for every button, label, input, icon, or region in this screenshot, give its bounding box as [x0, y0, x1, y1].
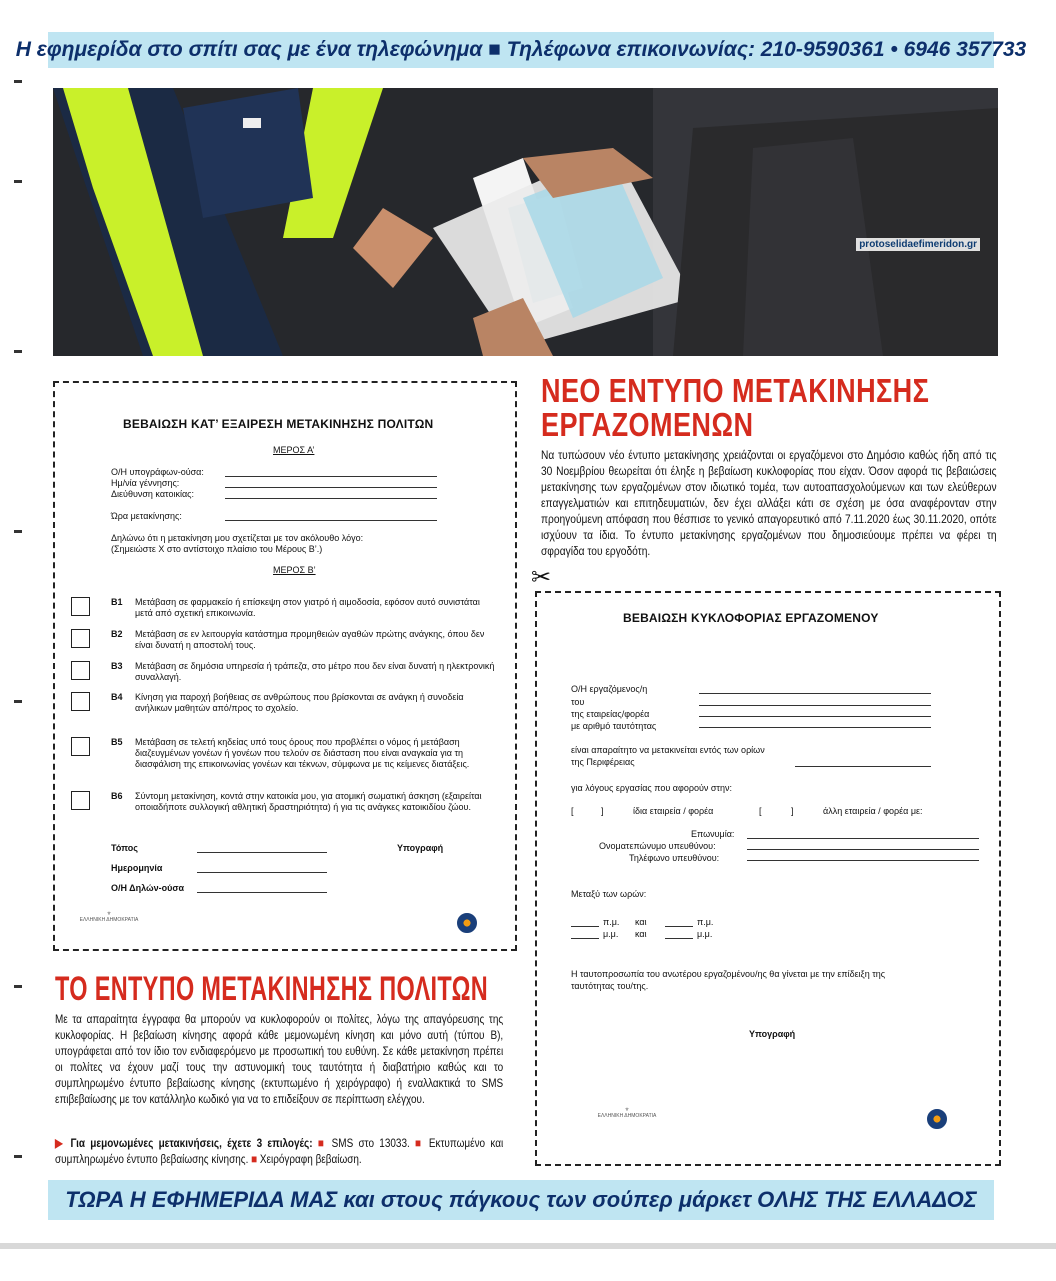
identity-note-2: ταυτότητας του/της. — [571, 981, 649, 991]
option-b6-text: Σύντομη μετακίνηση, κοντά στην κατοικία μου, για ατομική σωματική άσκηση (εξαιρείται οποιαδήποτε συλλογική αθλητική δραστηριότητα) ή για τις ανάγκες κατοικιδίου ζώου. — [135, 791, 482, 812]
same-company-bracket-close[interactable]: ] — [601, 806, 604, 816]
employee-line-4[interactable] — [699, 727, 931, 728]
worker-signature-label: Υπογραφή — [749, 1029, 796, 1039]
option-b5-text: Μετάβαση σε τελετή κηδείας υπό τους όρους που προβλέπει ο νόμος ή μετάβαση διαζευγμένων γονέων ή γονέων που τελούν σε διάσταση που είναι αναγκαία για τη διασφάλιση της επικοινωνίας γονέων και τέκνων, σύμφωνα με τις κείμενες διατάξεις. — [135, 737, 470, 769]
ministry-logo: ⚜ ΕΛΛΗΝΙΚΗ ΔΗΜΟΚΡΑΤΙΑ — [79, 911, 139, 923]
reasons-text: για λόγους εργασίας που αφορούν στην: — [571, 783, 732, 793]
option-b1-code: B1 — [111, 597, 123, 607]
option-handwritten: Χειρόγραφη βεβαίωση. — [259, 1152, 362, 1166]
employee-label-2: του — [571, 697, 585, 707]
edge-mark — [14, 985, 22, 988]
part-a-label: ΜΕΡΟΣ Α’ — [273, 445, 315, 455]
field-time-line[interactable] — [225, 520, 437, 521]
company-name-label: Επωνυμία: — [691, 829, 735, 839]
hour-and-2: και — [635, 929, 647, 939]
top-banner: Η εφημερίδα στο σπίτι σας με ένα τηλεφώνημα ■ Τηλέφωνα επικοινωνίας: 210-9590361 • 6946 357733 — [48, 32, 994, 68]
option-b4-text: Κίνηση για παροχή βοήθειας σε ανθρώπους που βρίσκονται σε ανάγκη ή συνοδεία ανήλικων μαθητών από/προς το σχολείο. — [135, 692, 464, 713]
civil-protection-emblem — [927, 1109, 947, 1129]
other-company-bracket-open[interactable]: [ — [759, 806, 762, 816]
field-signer-label: Ο/Η υπογράφων-ούσα: — [111, 467, 204, 477]
employee-line-1[interactable] — [699, 693, 931, 694]
same-company-label: ίδια εταιρεία / φορέα — [633, 806, 714, 816]
must-move-text-2: της Περιφέρειας — [571, 757, 635, 767]
scissors-icon: ✂ — [531, 564, 552, 591]
workers-headline-1: ΝΕΟ ΕΝΤΥΠΟ ΜΕΤΑΚΙΝΗΣΗΣ — [541, 372, 930, 409]
arrow-icon: ▶ — [55, 1136, 71, 1150]
same-company-bracket-open[interactable]: [ — [571, 806, 574, 816]
options-lead: Για μεμονωμένες μετακινήσεις, έχετε 3 επιλογές: — [70, 1136, 313, 1150]
field-address-line[interactable] — [225, 498, 437, 499]
option-printed: Εκτυπωμένο και συμπληρωμένο έντυπο βεβαίωσης κίνησης. — [55, 1136, 504, 1166]
option-b6-code: B6 — [111, 791, 123, 801]
workers-article-body: Να τυπώσουν νέο έντυπο μετακίνησης χρειάζονται οι εργαζόμενοι στο Δημόσιο καθώς ήδη από τις 30 Νοεμβρίου θεωρείται ότι έληξε η βεβαίωση κυκλοφορίας που είχαν. Όσον αφορά τις βεβαιώσεις μετακίνησης των εργαζομένων στον ιδιωτικό τομέα, των αυτοαπασχολούμενων και των ελεύθερων επαγγελματιών και επιτηδευματιών, δεν έχει αλλάξει κάτι σε σχέση με όσα αναφέρονταν στην προηγούμενη απόφαση που θέσπισε το γενικό απαγορευτικό από 7.11.2020 έως 30.11.2020, οπότε ισχύουν τα ίδια. Το έντυπο μετακίνησης εργαζομένων που δημοσιεύουμε πρέπει να φέρει τη σφραγίδα του εργοδότη. — [541, 448, 997, 558]
option-b3-code: B3 — [111, 661, 123, 671]
employee-line-2[interactable] — [699, 705, 931, 706]
bullet-icon: ■ — [251, 1152, 260, 1166]
bottom-banner: ΤΩΡΑ Η ΕΦΗΜΕΡΙΔΑ ΜΑΣ και στους πάγκους των σούπερ μάρκετ ΟΛΗΣ ΤΗΣ ΕΛΛΑΔΟΣ — [48, 1180, 994, 1220]
citizen-movement-form — [53, 381, 517, 951]
ministry-logo: ⚜ ΕΛΛΗΝΙΚΗ ΔΗΜΟΚΡΑΤΙΑ — [597, 1107, 657, 1119]
field-signer-line[interactable] — [225, 476, 437, 477]
company-name-line[interactable] — [747, 838, 979, 839]
field-time-label: Ώρα μετακίνησης: — [111, 511, 182, 521]
form-a-title: ΒΕΒΑΙΩΣΗ ΚΑΤ’ ΕΞΑΙΡΕΣΗ ΜΕΤΑΚΙΝΗΣΗΣ ΠΟΛΙΤΩΝ — [123, 417, 434, 431]
option-b2-checkbox[interactable] — [71, 629, 90, 648]
watermark: protoselidaefimeridon.gr — [856, 238, 980, 251]
declaration-note: (Σημειώστε X στο αντίστοιχο πλαίσιο του Μέρους Β’.) — [111, 544, 323, 554]
other-company-label: άλλη εταιρεία / φορέα με: — [823, 806, 923, 816]
hour-from-1-unit: π.μ. — [603, 917, 620, 927]
citizens-options — [55, 1135, 503, 1167]
edge-mark — [14, 80, 22, 83]
option-b1-text: Μετάβαση σε φαρμακείο ή επίσκεψη στον γιατρό ή αιμοδοσία, εφόσον αυτό συνιστάται μετά από σχετική επικοινωνία. — [135, 597, 480, 618]
option-b5-checkbox[interactable] — [71, 737, 90, 756]
civil-protection-emblem — [457, 913, 477, 933]
edge-mark — [14, 180, 22, 183]
must-move-text-1: είναι απαραίτητο να μετακινείται εντός των ορίων — [571, 745, 765, 755]
date-label: Ημερομηνία — [111, 863, 163, 873]
workers-headline-2: ΕΡΓΑΖΟΜΕΝΩΝ — [541, 406, 754, 443]
option-b3-checkbox[interactable] — [71, 661, 90, 680]
option-b2-code: B2 — [111, 629, 123, 639]
declaration-text: Δηλώνω ότι η μετακίνηση μου σχετίζεται με τον ακόλουθο λόγο: — [111, 533, 364, 543]
employee-label-1: Ο/Η εργαζόμενος/η — [571, 684, 648, 694]
between-hours-label: Μεταξύ των ωρών: — [571, 889, 647, 899]
date-line[interactable] — [197, 872, 327, 873]
employee-label-3: της εταιρείας/φορέα — [571, 709, 650, 719]
bullet-icon: ■ — [317, 1136, 332, 1150]
page-bottom-rule — [0, 1243, 1056, 1249]
place-label: Τόπος — [111, 843, 138, 853]
hour-from-2-unit: μ.μ. — [603, 929, 619, 939]
employee-line-3[interactable] — [699, 716, 931, 717]
place-line[interactable] — [197, 852, 327, 853]
part-b-label: ΜΕΡΟΣ Β’ — [273, 565, 316, 575]
form-b-title: ΒΕΒΑΙΩΣΗ ΚΥΚΛΟΦΟΡΙΑΣ ΕΡΓΑΖΟΜΕΝΟΥ — [623, 611, 879, 625]
hour-to-2-unit: μ.μ. — [697, 929, 713, 939]
declarant-line[interactable] — [197, 892, 327, 893]
option-b4-code: B4 — [111, 692, 123, 702]
field-address-label: Διεύθυνση κατοικίας: — [111, 489, 194, 499]
responsible-phone-line[interactable] — [747, 860, 979, 861]
declarant-label: Ο/Η Δηλών-ούσα — [111, 883, 185, 893]
bullet-icon: ■ — [415, 1136, 429, 1150]
employee-label-4: με αριθμό ταυτότητας — [571, 721, 657, 731]
option-b4-checkbox[interactable] — [71, 692, 90, 711]
citizens-article-body: Με τα απαραίτητα έγγραφα θα μπορούν να κυκλοφορούν οι πολίτες, λόγω της απαγόρευσης της κυκλοφορίας. Η βεβαίωση κίνησης αφορά κάθε μεμονωμένη κίνηση και μόνο αυτή (τύπου Β), υπογράφεται από τον ίδιο τον ενδιαφερόμενο με προσωπική του ευθύνη. Σε κάθε μετακίνηση πρέπει οι πολίτες να έχουν μαζί τους την αστυνομική τους ταυτότητα ή διαβατήριο καθώς και το συμπληρωμένο έντυπο βεβαίωσης κίνησης (εκτυπωμένο ή χειρόγραφο) ή εναλλακτικά το SMS επιβεβαίωσης με τον κατάλληλο κωδικό για να το επιδείξουν σε περίπτωση ελέγχου. — [55, 1012, 504, 1106]
option-b6-checkbox[interactable] — [71, 791, 90, 810]
responsible-name-label: Ονοματεπώνυμο υπευθύνου: — [599, 841, 716, 851]
hour-from-2[interactable] — [571, 938, 599, 939]
responsible-phone-label: Τηλέφωνο υπευθύνου: — [629, 853, 720, 863]
option-sms: SMS στο 13033. — [331, 1136, 410, 1150]
edge-mark — [14, 1155, 22, 1158]
hour-to-2[interactable] — [665, 938, 693, 939]
edge-mark — [14, 700, 22, 703]
option-b3-text: Μετάβαση σε δημόσια υπηρεσία ή τράπεζα, στο μέτρο που δεν είναι δυνατή η ηλεκτρονική συναλλαγή. — [135, 661, 495, 682]
other-company-bracket-close[interactable]: ] — [791, 806, 794, 816]
hour-from-1[interactable] — [571, 926, 599, 927]
option-b2-text: Μετάβαση σε εν λειτουργία κατάστημα προμηθειών αγαθών πρώτης ανάγκης, όπου δεν είναι δυνατή η αποστολή τους. — [135, 629, 485, 650]
hour-and-1: και — [635, 917, 647, 927]
signature-label: Υπογραφή — [397, 843, 444, 853]
edge-mark — [14, 530, 22, 533]
option-b1-checkbox[interactable] — [71, 597, 90, 616]
responsible-name-line[interactable] — [747, 849, 979, 850]
region-line[interactable] — [795, 766, 931, 767]
worker-circulation-form — [535, 591, 1001, 1166]
option-b5-code: B5 — [111, 737, 123, 747]
hero-photo — [53, 88, 998, 356]
edge-mark — [14, 350, 22, 353]
identity-note-1: Η ταυτοπροσωπία του ανωτέρου εργαζομένου/ης θα γίνεται με την επίδειξη της — [571, 969, 886, 979]
field-birthdate-line[interactable] — [225, 487, 437, 488]
hour-to-1[interactable] — [665, 926, 693, 927]
field-birthdate-label: Ημ/νία γέννησης: — [111, 478, 180, 488]
citizens-headline: ΤΟ ΕΝΤΥΠΟ ΜΕΤΑΚΙΝΗΣΗΣ ΠΟΛΙΤΩΝ — [55, 970, 489, 1008]
hour-to-1-unit: π.μ. — [697, 917, 714, 927]
